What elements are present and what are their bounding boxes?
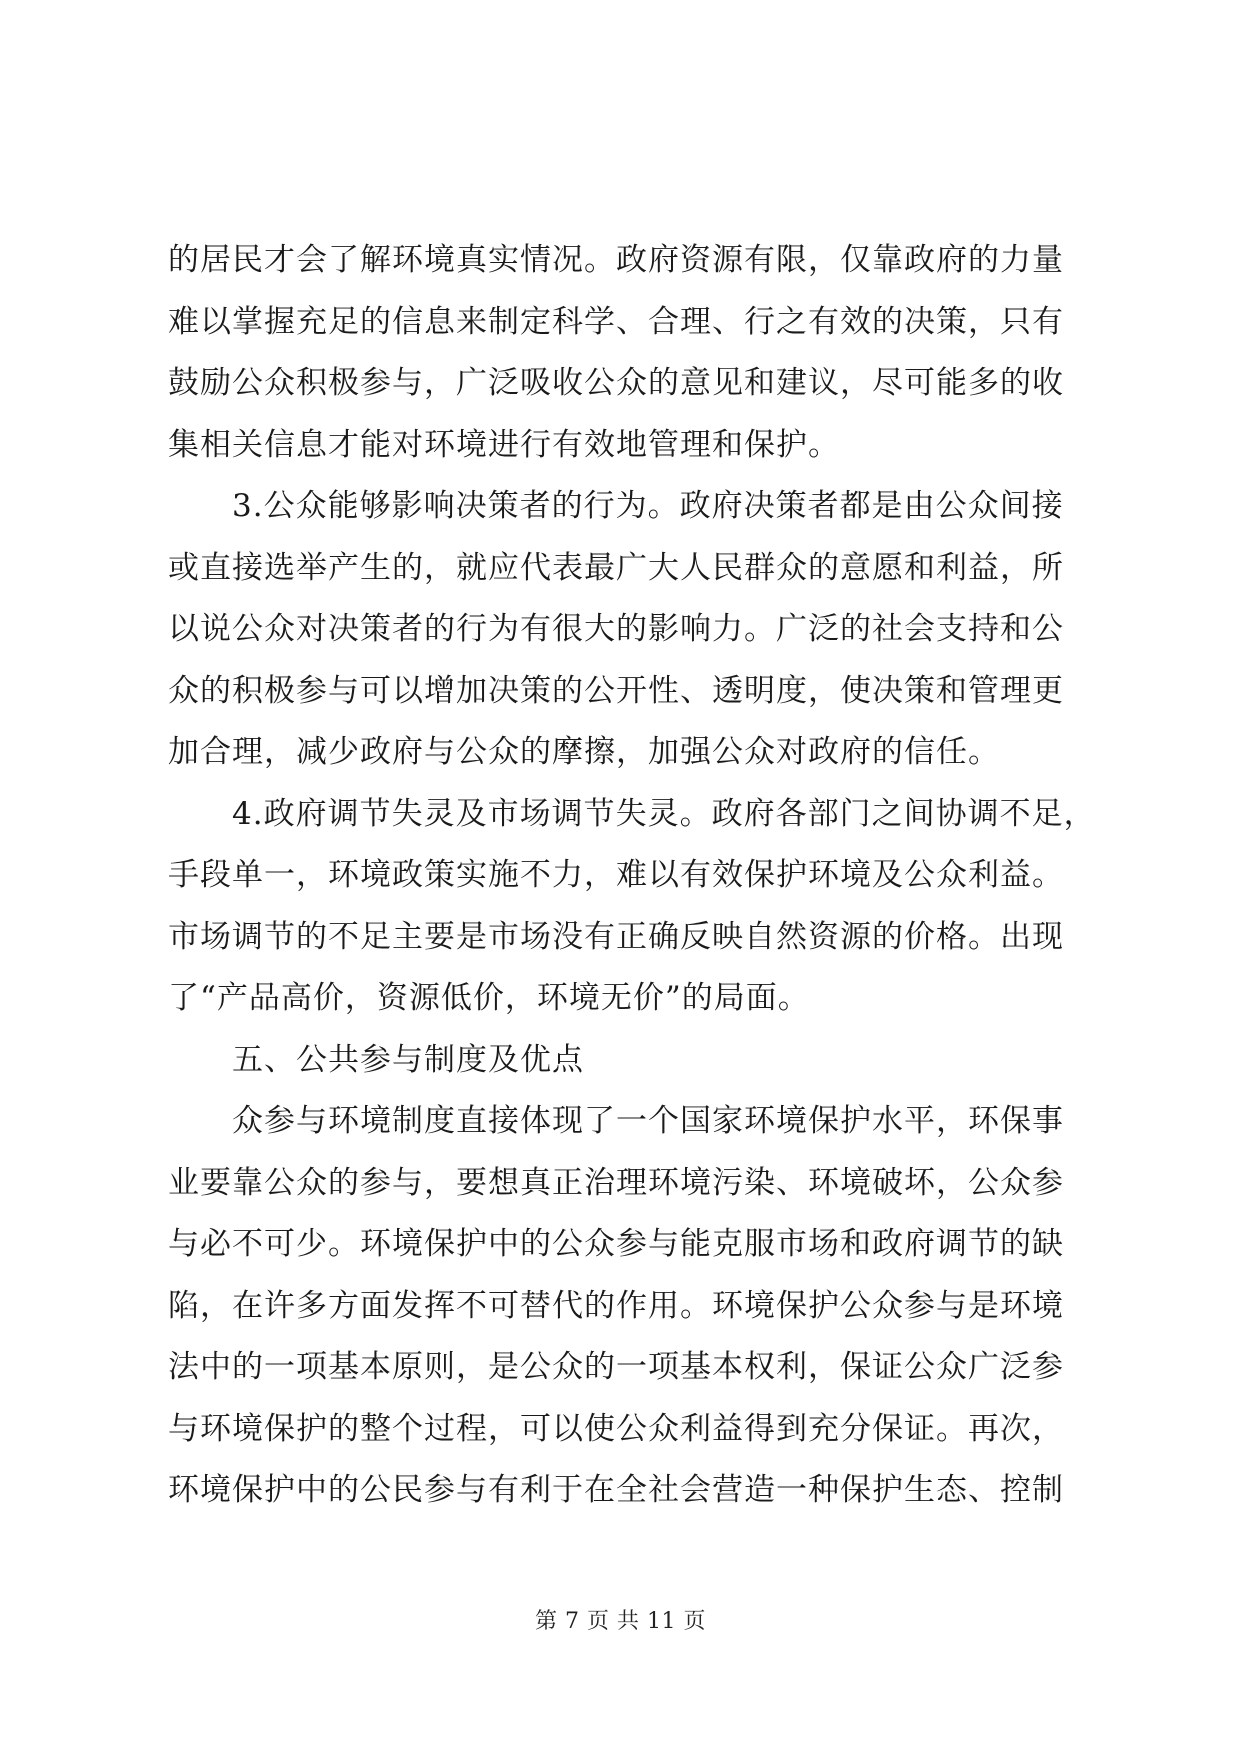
text-line: 鼓励公众积极参与，广泛吸收公众的意见和建议，尽可能多的收 bbox=[168, 365, 1064, 401]
text-line: 与必不可少。环境保护中的公众参与能克服市场和政府调节的缺 bbox=[168, 1226, 1064, 1262]
page-number-footer: 第 7 页 共 11 页 bbox=[535, 1609, 706, 1634]
text-line: 陷，在许多方面发挥不可替代的作用。环境保护公众参与是环境 bbox=[168, 1287, 1064, 1324]
text-line: 法中的一项基本原则，是公众的一项基本权利，保证公众广泛参 bbox=[168, 1349, 1064, 1385]
text-line: 加合理，减少政府与公众的摩擦，加强公众对政府的信任。 bbox=[168, 734, 1000, 770]
document-body bbox=[168, 230, 1096, 1522]
text-line: 4.政府调节失灵及市场调节失灵。政府各部门之间协调不足， bbox=[232, 795, 1096, 832]
text-line: 难以掌握充足的信息来制定科学、合理、行之有效的决策，只有 bbox=[168, 303, 1064, 340]
section-heading: 五、公共参与制度及优点 bbox=[232, 1041, 584, 1078]
text-line: 业要靠公众的参与，要想真正治理环境污染、环境破坏，公众参 bbox=[168, 1164, 1064, 1201]
text-line: 手段单一，环境政策实施不力，难以有效保护环境及公众利益。 bbox=[168, 857, 1064, 893]
text-line: 环境保护中的公民参与有利于在全社会营造一种保护生态、控制 bbox=[168, 1472, 1064, 1508]
text-line: 众参与环境制度直接体现了一个国家环境保护水平，环保事 bbox=[232, 1103, 1064, 1139]
text-line: 与环境保护的整个过程，可以使公众利益得到充分保证。再次， bbox=[168, 1410, 1064, 1447]
text-line: 了“产品高价，资源低价，环境无价”的局面。 bbox=[168, 980, 810, 1016]
text-line: 的居民才会了解环境真实情况。政府资源有限，仅靠政府的力量 bbox=[168, 242, 1064, 278]
text-line: 3.公众能够影响决策者的行为。政府决策者都是由公众间接 bbox=[232, 488, 1064, 524]
text-line: 以说公众对决策者的行为有很大的影响力。广泛的社会支持和公 bbox=[168, 611, 1064, 647]
text-line: 或直接选举产生的，就应代表最广大人民群众的意愿和利益，所 bbox=[168, 549, 1064, 586]
text-line: 众的积极参与可以增加决策的公开性、透明度，使决策和管理更 bbox=[168, 672, 1064, 709]
text-line: 集相关信息才能对环境进行有效地管理和保护。 bbox=[168, 426, 840, 463]
text-line: 市场调节的不足主要是市场没有正确反映自然资源的价格。出现 bbox=[168, 918, 1064, 955]
